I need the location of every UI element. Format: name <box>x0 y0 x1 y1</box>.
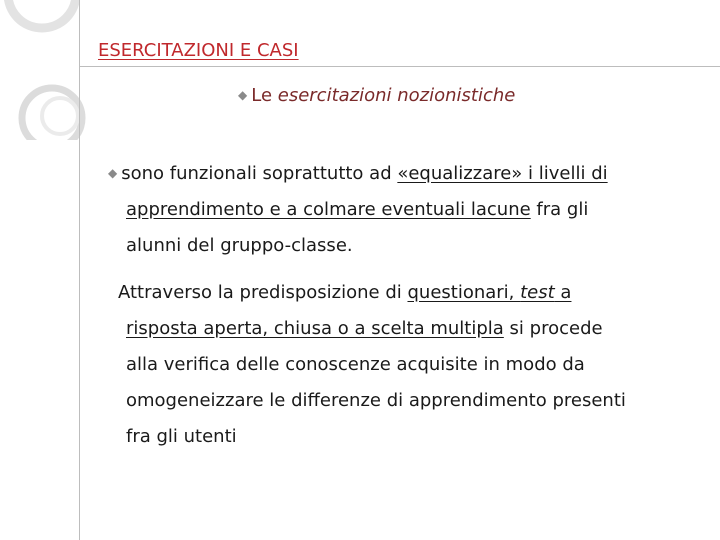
paragraph-equalize <box>108 155 698 264</box>
text-line: fra gli utenti <box>126 426 237 447</box>
text-line: risposta aperta, chiusa o a scelta multipla si procede <box>126 318 603 339</box>
bullet-icon: ◆ <box>238 88 248 102</box>
bullet-icon: ◆ <box>108 166 118 180</box>
text-line: apprendimento e a colmare eventuali lacune fra gli <box>126 199 589 220</box>
text-line: Attraverso la predisposizione di questionari, test a <box>118 282 572 303</box>
vertical-rule <box>79 0 80 540</box>
paragraph-questionnaires <box>118 275 708 455</box>
title-rule <box>79 66 720 67</box>
decorative-circles <box>0 0 140 140</box>
text-line: alunni del gruppo-classe. <box>126 235 353 256</box>
slide-subtitle: ◆ Le esercitazioni nozionistiche <box>238 85 516 106</box>
text-line: ◆ sono funzionali soprattutto ad «equalizzare» i livelli di <box>108 155 698 192</box>
text-line: alla verifica delle conoscenze acquisite in modo da <box>126 354 585 375</box>
text-line: omogeneizzare le differenze di apprendimento presenti <box>126 390 626 411</box>
slide-title: ESERCITAZIONI E CASI <box>98 40 299 61</box>
